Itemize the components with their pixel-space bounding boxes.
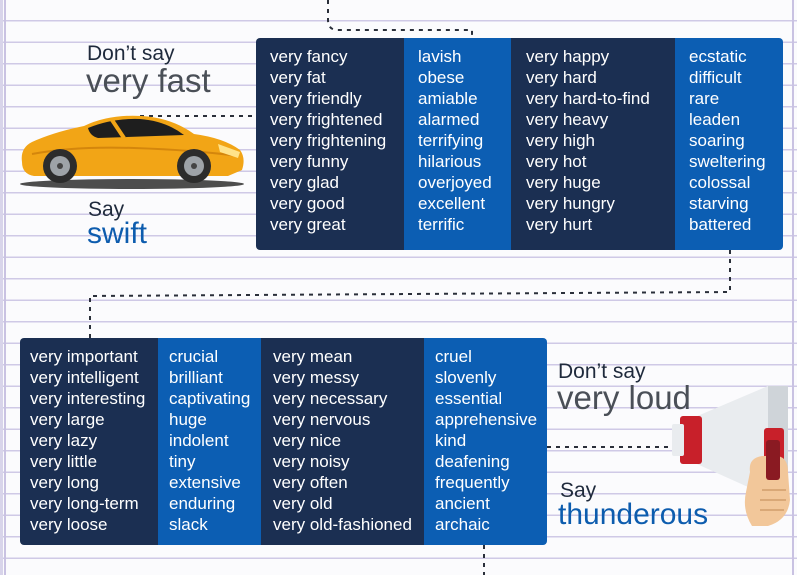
word-row: very good: [270, 194, 345, 213]
word-row: deafening: [435, 452, 510, 471]
word-row: rare: [689, 89, 720, 108]
word-row: very hot: [526, 152, 587, 171]
bottom-say-label: Say: [560, 479, 597, 502]
word-row: very great: [270, 215, 346, 234]
word-row: very fancy: [270, 47, 348, 66]
top-column-4: [675, 38, 783, 250]
word-row: very hard: [526, 68, 597, 87]
bottom-word-panel: [20, 338, 547, 545]
top-column-1: [256, 38, 404, 250]
word-row: very friendly: [270, 89, 362, 108]
word-row: ancient: [435, 494, 490, 513]
word-row: colossal: [689, 173, 751, 192]
word-row: indolent: [169, 431, 229, 450]
word-row: very high: [526, 131, 595, 150]
word-row: very funny: [270, 152, 349, 171]
word-row: sweltering: [689, 152, 766, 171]
bottom-dont-say-label: Don’t say: [558, 360, 646, 383]
word-row: very frightened: [270, 110, 383, 129]
word-row: enduring: [169, 494, 236, 513]
word-row: very important: [30, 347, 138, 366]
word-row: very huge: [526, 173, 601, 192]
word-row: extensive: [169, 473, 241, 492]
word-row: very necessary: [273, 389, 388, 408]
word-row: hilarious: [418, 152, 482, 171]
word-row: very hard-to-find: [526, 89, 650, 108]
top-say-label: Say: [88, 198, 125, 221]
word-row: very interesting: [30, 389, 146, 408]
word-row: battered: [689, 215, 752, 234]
word-row: soaring: [689, 131, 745, 150]
word-row: very old-fashioned: [273, 515, 412, 534]
top-dont-say-label: Don’t say: [87, 42, 175, 65]
word-row: very nervous: [273, 410, 371, 429]
word-row: terrific: [418, 215, 465, 234]
word-row: very glad: [270, 173, 339, 192]
bottom-column-1: [20, 338, 158, 545]
word-row: crucial: [169, 347, 219, 366]
top-dont-say-phrase: very fast: [86, 62, 211, 99]
word-row: very intelligent: [30, 368, 139, 387]
word-row: very loose: [30, 515, 108, 534]
bottom-say-word: thunderous: [558, 498, 709, 531]
word-row: archaic: [435, 515, 490, 534]
word-row: very long: [30, 473, 99, 492]
bottom-column-2: [158, 338, 261, 545]
word-row: captivating: [169, 389, 251, 408]
word-row: very noisy: [273, 452, 350, 471]
megaphone-icon: [668, 380, 797, 530]
word-row: slack: [169, 515, 208, 534]
bottom-dont-say-phrase: very loud: [557, 379, 691, 416]
word-row: very lazy: [30, 431, 98, 450]
word-row: very large: [30, 410, 105, 429]
word-row: very happy: [526, 47, 610, 66]
word-row: kind: [435, 431, 467, 450]
word-row: very nice: [273, 431, 342, 450]
word-row: overjoyed: [418, 173, 492, 192]
word-row: amiable: [418, 89, 478, 108]
word-row: very long-term: [30, 494, 139, 513]
word-row: very little: [30, 452, 98, 471]
top-column-2: [404, 38, 511, 250]
word-row: alarmed: [418, 110, 480, 129]
word-row: cruel: [435, 347, 472, 366]
top-column-3: [511, 38, 675, 250]
word-row: lavish: [418, 47, 462, 66]
word-row: very old: [273, 494, 333, 513]
margin-line-left: [4, 0, 6, 575]
word-row: apprehensive: [435, 410, 538, 429]
word-row: difficult: [689, 68, 742, 87]
bottom-column-4: [424, 338, 547, 545]
page-edge: [0, 0, 3, 575]
word-row: very fat: [270, 68, 326, 87]
word-row: very often: [273, 473, 348, 492]
word-row: very heavy: [526, 110, 609, 129]
word-row: huge: [169, 410, 207, 429]
top-say-word: swift: [87, 217, 147, 250]
word-row: very messy: [273, 368, 359, 387]
word-row: very frightening: [270, 131, 387, 150]
bottom-column-3: [261, 338, 424, 545]
word-row: obese: [418, 68, 465, 87]
word-row: brilliant: [169, 368, 223, 387]
word-row: terrifying: [418, 131, 484, 150]
word-row: frequently: [435, 473, 510, 492]
word-row: ecstatic: [689, 47, 747, 66]
sports-car-icon: [14, 108, 250, 190]
word-row: tiny: [169, 452, 196, 471]
word-row: slovenly: [435, 368, 497, 387]
word-row: very hungry: [526, 194, 615, 213]
word-row: starving: [689, 194, 749, 213]
word-row: very hurt: [526, 215, 593, 234]
top-word-panel: [256, 38, 783, 250]
word-row: excellent: [418, 194, 486, 213]
word-row: very mean: [273, 347, 353, 366]
word-row: leaden: [689, 110, 741, 129]
word-row: essential: [435, 389, 503, 408]
